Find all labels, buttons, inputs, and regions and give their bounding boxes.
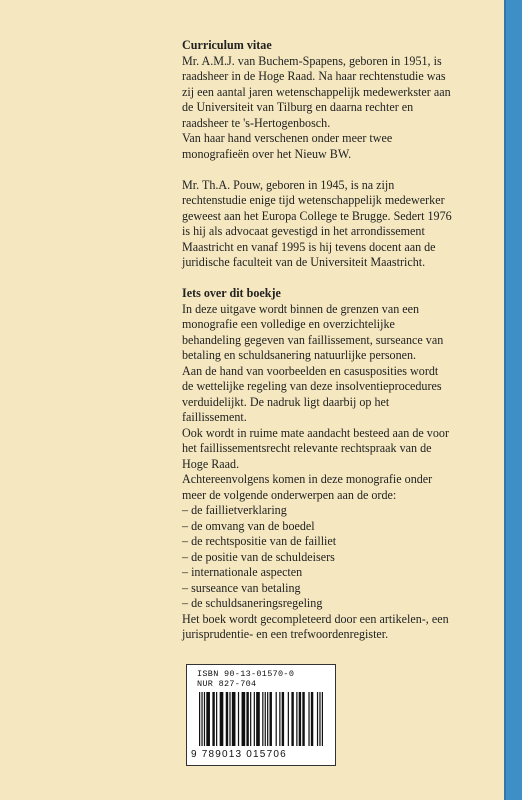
spacer: [182, 271, 452, 287]
barcode-bar: [319, 692, 320, 746]
cv-paragraph-3: Mr. Th.A. Pouw, geboren in 1945, is na zijn rechtenstudie enige tijd wetenschappelijk medewerker geweest aan het Europa College te Brugge. Sedert 1976 is hij als advocaat gevestigd in het arrondissement Maastricht en vanaf 1995 is hij tevens docent aan de juridische faculteit van de Universiteit Maastricht.: [182, 177, 452, 269]
barcode-bar: [242, 692, 246, 746]
barcode-bar: [250, 692, 251, 746]
barcode-bar: [311, 692, 313, 746]
barcode-bar: [246, 692, 248, 746]
barcode-bar: [238, 692, 239, 746]
list-item: – surseance van betaling: [182, 580, 301, 595]
list-item: – de rechtspositie van de failliet: [182, 534, 337, 548]
about-paragraph-1: In deze uitgave wordt binnen de grenzen van een monografie een volledige en overzichtelijke behandeling gegeven van faillissement, surseance van betaling en schuldsanering natuurlijke personen.: [182, 301, 444, 362]
ean-number: 9 789013 015706: [191, 749, 287, 760]
about-paragraph-3: Ook wordt in ruime mate aandacht besteed aan de voor het faillissementsrecht relevante rechtspraak van de Hoge Raad.: [182, 425, 449, 471]
barcode-bar: [288, 692, 289, 746]
barcode-icon: [199, 692, 323, 746]
cv-title: Curriculum vitae: [182, 38, 272, 52]
barcode-bar: [279, 692, 280, 746]
about-paragraph-4: Achtereenvolgens komen in deze monografie onder meer de volgende onderwerpen aan de orde:: [182, 472, 433, 502]
topic-list: [182, 503, 452, 612]
back-cover-text: [182, 38, 452, 643]
nur-code: NUR 827-704: [197, 679, 257, 689]
barcode-bar: [220, 692, 224, 746]
cv-paragraph-1: Mr. A.M.J. van Buchem-Spapens, geboren in 1951, is raadsheer in de Hoge Raad. Na haar rechtenstudie was zij een aantal jaren wetenschappelijk medewerkster aan de Universiteit van Tilburg en daarna rechter en raadsheer te 's-Hertogenbosch.: [182, 53, 451, 130]
barcode-bar: [212, 692, 214, 746]
barcode-bar: [226, 692, 228, 746]
barcode-bar: [265, 692, 266, 746]
book-spine-edge: [504, 0, 522, 800]
barcode-bar: [322, 692, 323, 746]
barcode-bar: [232, 692, 236, 746]
barcode-bar: [308, 692, 309, 746]
barcode-bar: [317, 692, 318, 746]
isbn-number: ISBN 90-13-01570-0: [197, 669, 295, 679]
about-paragraph-2: Aan de hand van voorbeelden en casusposities wordt de wettelijke regeling van deze insolventieprocedures verduidelijkt. De nadruk ligt daarbij op het faillissement.: [182, 363, 442, 424]
barcode-bar: [206, 692, 210, 746]
list-item: – de faillietverklaring: [182, 503, 287, 517]
barcode-bar: [291, 692, 293, 746]
isbn-block: [197, 669, 294, 689]
barcode-bar: [282, 692, 284, 746]
barcode-bar: [256, 692, 260, 746]
barcode-bar: [201, 692, 202, 746]
about-paragraph-5: Het boek wordt gecompleteerd door een artikelen-, een jurisprudentie- en een trefwoordenregister.: [182, 611, 449, 641]
barcode-bar: [199, 692, 200, 746]
about-title: Iets over dit boekje: [182, 286, 281, 300]
barcode-bar: [276, 692, 277, 746]
barcode-bar: [254, 692, 255, 746]
barcode-bar: [262, 692, 263, 746]
barcode-bar: [267, 692, 268, 746]
spacer: [182, 162, 452, 178]
barcode-bar: [216, 692, 217, 746]
list-item: – de omvang van de boedel: [182, 518, 315, 533]
list-item: – de schuldsaneringsregeling: [182, 596, 323, 610]
barcode-bar: [229, 692, 230, 746]
barcode-label: [186, 664, 336, 766]
list-item: – internationale aspecten: [182, 565, 303, 579]
barcode-bar: [299, 692, 301, 746]
barcode-bar: [296, 692, 297, 746]
barcode-bar: [270, 692, 272, 746]
cv-paragraph-2: Van haar hand verschenen onder meer twee monografieën over het Nieuw BW.: [182, 131, 393, 161]
list-item: – de positie van de schuldeisers: [182, 549, 335, 564]
barcode-bar: [302, 692, 304, 746]
barcode-bar: [204, 692, 205, 746]
